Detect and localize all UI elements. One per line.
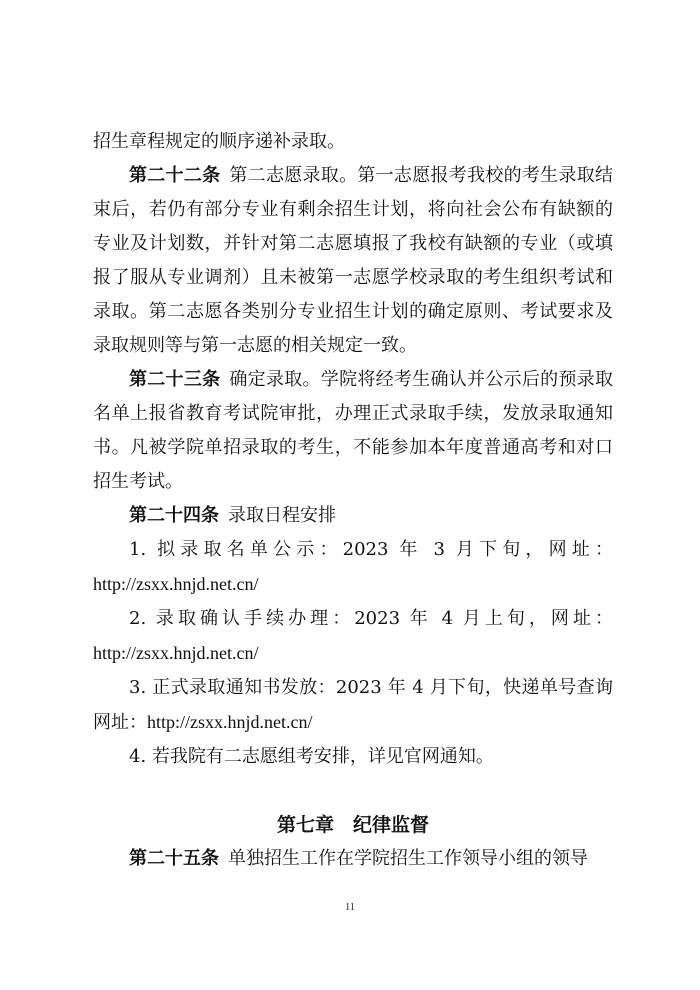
article-heading: 第二十二条 [129, 165, 221, 186]
paragraph-text: 招生章程规定的顺序递补录取。 [93, 131, 345, 152]
article-text: 录取日程安排 [228, 505, 336, 526]
article-24 [93, 499, 613, 533]
article-22 [93, 159, 613, 363]
schedule-item-text: 2. 录取确认手续办理：2023 年 4 月上旬，网址： [129, 608, 613, 629]
article-text: 第二志愿录取。第一志愿报考我校的考生录取结束后，若仍有部分专业有剩余招生计划，将向社会公布有缺额的专业及计划数，并针对第二志愿填报了我校有缺额的专业（或填报了服从专业调剂）且未被第一志愿学校录取的考生组织考试和录取。第二志愿各类别分专业招生计划的确定原则、考试要求及录取规则等与第一志愿的相关规定一致。 [93, 165, 614, 356]
article-heading: 第二十四条 [129, 505, 219, 526]
schedule-item-url[interactable]: http://zsxx.hnjd.net.cn/ [147, 712, 313, 732]
schedule-item-url[interactable]: http://zsxx.hnjd.net.cn/ [93, 574, 259, 594]
schedule-item-2 [93, 602, 613, 671]
paragraph-continuation [93, 125, 613, 159]
schedule-item-1 [93, 533, 613, 602]
article-text: 单独招生工作在学院招生工作领导小组的领导 [228, 848, 588, 869]
article-23 [93, 363, 613, 499]
article-25 [93, 842, 613, 876]
article-heading: 第二十五条 [129, 848, 219, 869]
page-number: 11 [345, 902, 355, 913]
article-heading: 第二十三条 [129, 369, 221, 390]
schedule-item-4 [93, 740, 613, 774]
chapter-title: 第七章 纪律监督 [276, 814, 429, 836]
schedule-item-text: 3. 正式录取通知书发放：2023 年 4 月下旬，快递单号查询网址： [93, 677, 613, 733]
schedule-item-3 [93, 671, 613, 740]
article-text: 确定录取。学院将经考生确认并公示后的预录取名单上报省教育考试院审批，办理正式录取手续，发放录取通知书。凡被学院单招录取的考生，不能参加本年度普通高考和对口招生考试。 [93, 369, 614, 492]
schedule-item-text: 4. 若我院有二志愿组考安排，详见官网通知。 [129, 746, 494, 767]
schedule-item-url[interactable]: http://zsxx.hnjd.net.cn/ [93, 643, 259, 663]
schedule-item-text: 1. 拟录取名单公示：2023 年 3 月下旬，网址： [129, 539, 613, 560]
page-body [93, 125, 613, 876]
